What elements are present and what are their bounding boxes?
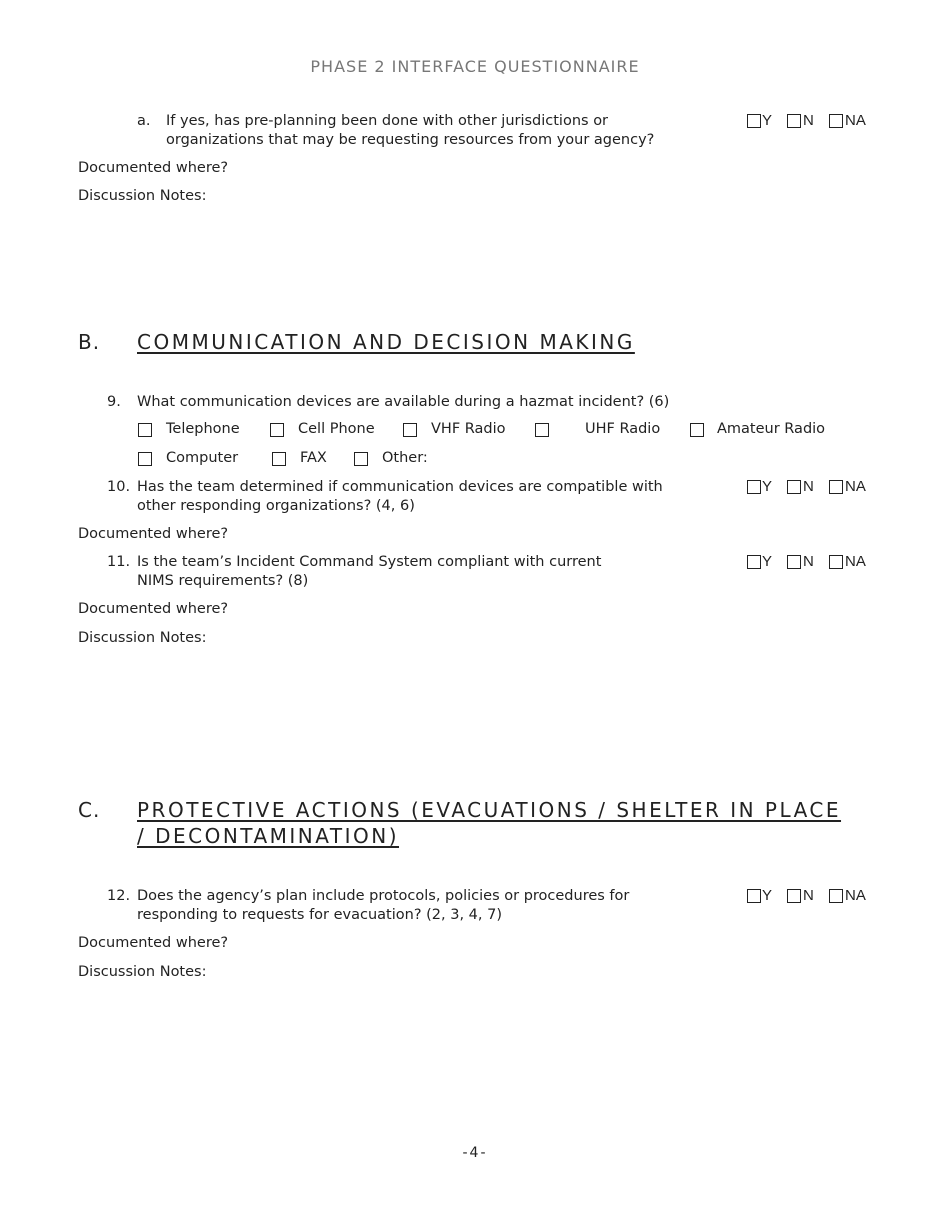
question-12-number: 12. bbox=[107, 888, 131, 904]
amateur-radio-label: Amateur Radio bbox=[717, 421, 826, 437]
question-10-text-line2: other responding organizations? (4, 6) bbox=[137, 498, 415, 514]
fax-label: FAX bbox=[300, 450, 327, 466]
yes-label: Y bbox=[762, 478, 773, 495]
yes-label: Y bbox=[762, 553, 773, 570]
question-8a-text-line2: organizations that may be requesting resources from your agency? bbox=[166, 132, 655, 148]
vhf-radio-checkbox[interactable] bbox=[403, 423, 417, 437]
yes-checkbox[interactable] bbox=[747, 480, 761, 494]
question-12-text-line1: Does the agency’s plan include protocols, policies or procedures for bbox=[137, 888, 630, 904]
other-label: Other: bbox=[382, 450, 428, 466]
na-label: NA bbox=[845, 478, 866, 495]
yes-checkbox[interactable] bbox=[747, 114, 761, 128]
na-checkbox[interactable] bbox=[829, 555, 843, 569]
yes-label: Y bbox=[762, 112, 773, 129]
question-10-number: 10. bbox=[107, 479, 131, 495]
no-label: N bbox=[803, 112, 814, 129]
no-label: N bbox=[803, 478, 814, 495]
cell-phone-label: Cell Phone bbox=[298, 421, 375, 437]
uhf-radio-checkbox[interactable] bbox=[535, 423, 549, 437]
no-checkbox[interactable] bbox=[787, 555, 801, 569]
page-header: PHASE 2 INTERFACE QUESTIONNAIRE bbox=[310, 57, 640, 76]
na-checkbox[interactable] bbox=[829, 480, 843, 494]
computer-label: Computer bbox=[166, 450, 239, 466]
discussion-notes-label: Discussion Notes: bbox=[78, 630, 207, 646]
question-10-text-line1: Has the team determined if communication devices are compatible with bbox=[137, 479, 663, 495]
documented-where-label: Documented where? bbox=[78, 160, 229, 176]
documented-where-label: Documented where? bbox=[78, 526, 229, 542]
documented-where-label: Documented where? bbox=[78, 601, 229, 617]
question-11-number: 11. bbox=[107, 554, 131, 570]
telephone-label: Telephone bbox=[166, 421, 240, 437]
other-checkbox[interactable] bbox=[354, 452, 368, 466]
telephone-checkbox[interactable] bbox=[138, 423, 152, 437]
section-c-title-line1: PROTECTIVE ACTIONS (EVACUATIONS / SHELTER IN PLACE bbox=[137, 798, 842, 822]
section-c-title-line2: / DECONTAMINATION) bbox=[137, 824, 400, 848]
cell-phone-checkbox[interactable] bbox=[270, 423, 284, 437]
uhf-radio-label: UHF Radio bbox=[585, 421, 661, 437]
question-11-text-line1: Is the team’s Incident Command System compliant with current bbox=[137, 554, 602, 570]
amateur-radio-checkbox[interactable] bbox=[690, 423, 704, 437]
yes-checkbox[interactable] bbox=[747, 555, 761, 569]
page-number: -4- bbox=[462, 1145, 488, 1161]
na-label: NA bbox=[845, 887, 866, 904]
na-label: NA bbox=[845, 553, 866, 570]
question-12-text-line2: responding to requests for evacuation? (2, 3, 4, 7) bbox=[137, 907, 502, 923]
computer-checkbox[interactable] bbox=[138, 452, 152, 466]
vhf-radio-label: VHF Radio bbox=[431, 421, 506, 437]
section-b-title: COMMUNICATION AND DECISION MAKING bbox=[137, 330, 635, 354]
no-checkbox[interactable] bbox=[787, 114, 801, 128]
no-label: N bbox=[803, 553, 814, 570]
question-8a-marker: a. bbox=[137, 113, 151, 129]
section-b-letter: B. bbox=[78, 330, 101, 354]
fax-checkbox[interactable] bbox=[272, 452, 286, 466]
na-checkbox[interactable] bbox=[829, 889, 843, 903]
discussion-notes-label: Discussion Notes: bbox=[78, 188, 207, 204]
na-checkbox[interactable] bbox=[829, 114, 843, 128]
na-label: NA bbox=[845, 112, 866, 129]
no-label: N bbox=[803, 887, 814, 904]
question-9-number: 9. bbox=[107, 394, 121, 410]
yes-label: Y bbox=[762, 887, 773, 904]
question-11-text-line2: NIMS requirements? (8) bbox=[137, 573, 309, 589]
no-checkbox[interactable] bbox=[787, 889, 801, 903]
discussion-notes-label: Discussion Notes: bbox=[78, 964, 207, 980]
yes-checkbox[interactable] bbox=[747, 889, 761, 903]
question-9-text: What communication devices are available during a hazmat incident? (6) bbox=[137, 394, 670, 410]
section-c-letter: C. bbox=[78, 798, 101, 822]
no-checkbox[interactable] bbox=[787, 480, 801, 494]
documented-where-label: Documented where? bbox=[78, 935, 229, 951]
question-8a-text-line1: If yes, has pre-planning been done with other jurisdictions or bbox=[166, 113, 609, 129]
